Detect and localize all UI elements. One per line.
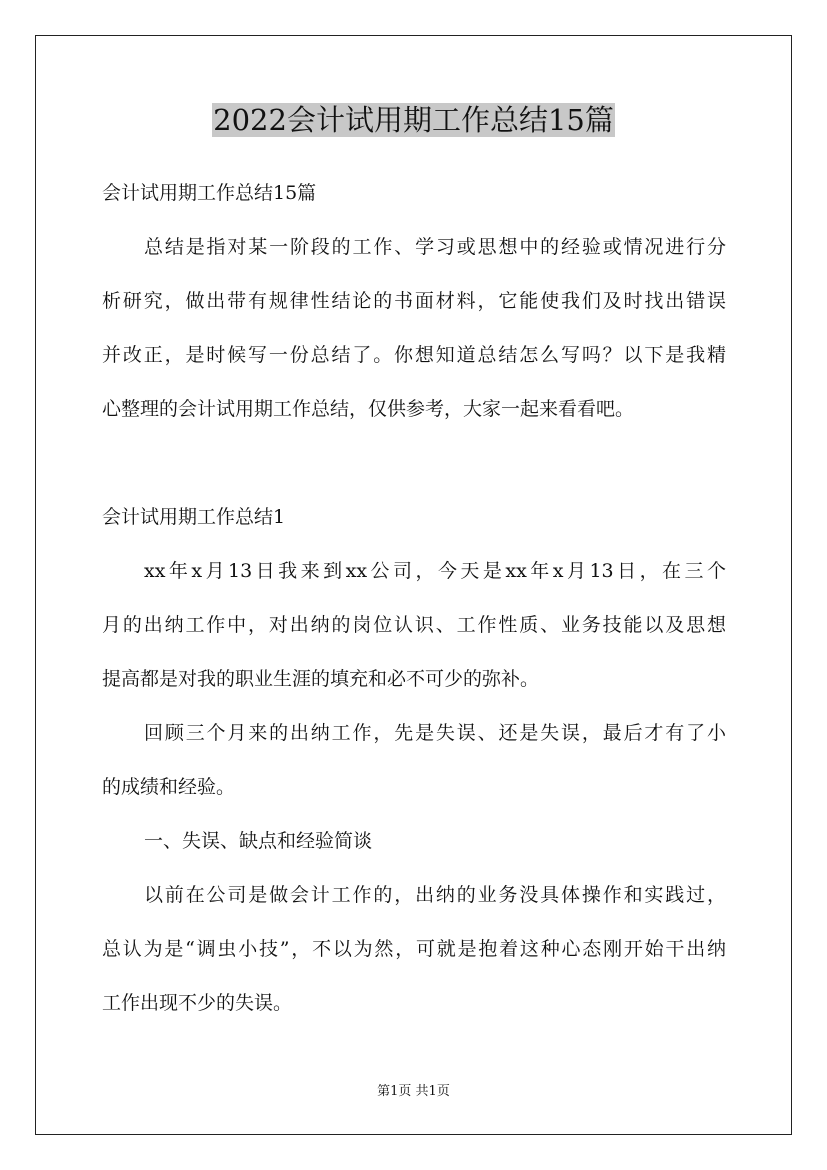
intro-line: 总结是指对某一阶段的工作、学习或思想中的经验或情况进行分 bbox=[144, 236, 726, 258]
paragraph-line: 以前在公司是做会计工作的，出纳的业务没具体操作和实践过， bbox=[144, 884, 726, 906]
paragraph-line: 回顾三个月来的出纳工作，先是失误、还是失误，最后才有了小 bbox=[144, 722, 726, 744]
page-number-footer: 第1页 共1页 bbox=[377, 1084, 450, 1099]
paragraph-line: 月的出纳工作中，对出纳的岗位认识、工作性质、业务技能以及思想 bbox=[102, 614, 726, 636]
section-heading: 会计试用期工作总结1 bbox=[102, 506, 286, 528]
intro-line: 心整理的会计试用期工作总结，仅供参考，大家一起来看看吧。 bbox=[102, 398, 635, 420]
paragraph-line: 的成绩和经验。 bbox=[102, 776, 236, 798]
intro-line: 并改正，是时候写一份总结了。你想知道总结怎么写吗？以下是我精 bbox=[102, 344, 726, 366]
paragraph-line: 提高都是对我的职业生涯的填充和必不可少的弥补。 bbox=[102, 668, 540, 690]
paragraph-line: 工作出现不少的失误。 bbox=[102, 992, 293, 1014]
paragraph-line: 总认为是“调虫小技”，不以为然，可就是抱着这种心态刚开始干出纳 bbox=[102, 938, 726, 960]
document-subtitle: 会计试用期工作总结15篇 bbox=[102, 182, 317, 204]
paragraph-line: xx年x月13日我来到xx公司，今天是xx年x月13日，在三个 bbox=[144, 560, 726, 582]
subheading: 一、失误、缺点和经验简谈 bbox=[144, 830, 373, 852]
document-title: 2022会计试用期工作总结15篇 bbox=[213, 103, 614, 137]
intro-line: 析研究，做出带有规律性结论的书面材料，它能使我们及时找出错误 bbox=[102, 290, 726, 312]
